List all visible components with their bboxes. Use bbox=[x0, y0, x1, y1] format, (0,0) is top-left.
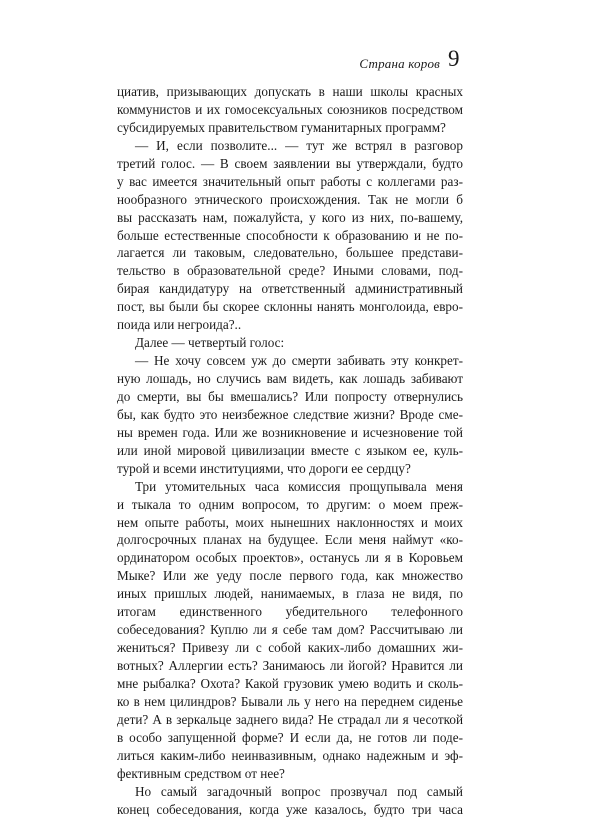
text-line: до смерти, вы бы вмешались? Или попросту отвернулись bbox=[117, 388, 463, 406]
body-text bbox=[117, 83, 463, 818]
text-line: поида или негроида?.. bbox=[117, 316, 463, 334]
text-line: — Не хочу совсем уж до смерти забивать эту конкрет- bbox=[117, 352, 463, 370]
text-line: ординатором особых проектов», останусь ли я в Коровьем bbox=[117, 549, 463, 567]
text-line: вотных? Аллергии есть? Занимаюсь ли йогой? Нравится ли bbox=[117, 657, 463, 675]
page-number: 9 bbox=[448, 46, 460, 72]
text-line: бирая кандидатуру на ответственный административный bbox=[117, 280, 463, 298]
text-line: конец собеседования, когда уже казалось, будто три часа bbox=[117, 801, 463, 818]
text-line: ны времен года. Или же возникновение и исчезновение той bbox=[117, 424, 463, 442]
text-line: третий голос. — В своем заявлении вы утверждали, будто bbox=[117, 155, 463, 173]
text-line: пост, вы были бы скорее склонны нанять монголоида, евро- bbox=[117, 298, 463, 316]
text-line: лагается ли таковым, следовательно, большее представи- bbox=[117, 244, 463, 262]
text-line: литься каким-либо неинвазивным, однако надежным и эф- bbox=[117, 747, 463, 765]
text-line: нем опыте работы, моих нынешних наклонностях и моих bbox=[117, 514, 463, 532]
text-line: и тыкала то одним вопросом, то другим: о моем преж- bbox=[117, 496, 463, 514]
text-line: Три утомительных часа комиссия прощупывала меня bbox=[117, 478, 463, 496]
text-line: коммунистов и их гомосексуальных союзников посредством bbox=[117, 101, 463, 119]
text-line: Но самый загадочный вопрос прозвучал под самый bbox=[117, 783, 463, 801]
page-header bbox=[0, 46, 600, 76]
text-line: бы, как будто это неизбежное следствие жизни? Вроде сме- bbox=[117, 406, 463, 424]
running-title: Страна коров bbox=[359, 56, 440, 72]
text-line: больше естественные способности к образованию и не по- bbox=[117, 227, 463, 245]
text-line: — И, если позволите... — тут же встрял в разговор bbox=[117, 137, 463, 155]
text-line: жениться? Привезу ли с собой каких-либо домашних жи- bbox=[117, 639, 463, 657]
text-line: собеседования? Куплю ли я себе там дом? Рассчитываю ли bbox=[117, 621, 463, 639]
text-line: нообразного этнического происхождения. Так не могли б bbox=[117, 191, 463, 209]
text-line: дети? А в зеркальце заднего вида? Не страдал ли я чесоткой bbox=[117, 711, 463, 729]
text-line: ко в нем цилиндров? Бывали ль у него на переднем сиденье bbox=[117, 693, 463, 711]
text-line: итогам единственного убедительного телефонного bbox=[117, 603, 463, 621]
text-line: в особо запущенной форме? И если да, не готов ли поде- bbox=[117, 729, 463, 747]
text-line: тельство в образовательной среде? Иными словами, под- bbox=[117, 262, 463, 280]
text-line: циатив, призывающих допускать в наши школы красных bbox=[117, 83, 463, 101]
text-line: фективным средством от нее? bbox=[117, 765, 463, 783]
text-line: вы рассказать нам, пожалуйста, у кого из них, по-вашему, bbox=[117, 209, 463, 227]
text-line: мне рыбалка? Охота? Какой грузовик умею водить и сколь- bbox=[117, 675, 463, 693]
text-line: долгосрочных планах на будущее. Если меня наймут «ко- bbox=[117, 531, 463, 549]
text-line: Далее — четвертый голос: bbox=[117, 334, 463, 352]
text-line: субсидируемых правительством гуманитарных программ? bbox=[117, 119, 463, 137]
text-line: или иной мировой цивилизации вместе с языком ее, куль- bbox=[117, 442, 463, 460]
text-line: у вас имеется значительный опыт работы с коллегами раз- bbox=[117, 173, 463, 191]
text-line: ную лошадь, но случись вам видеть, как лошадь забивают bbox=[117, 370, 463, 388]
text-line: турой и всеми институциями, что дороги ее сердцу? bbox=[117, 460, 463, 478]
text-line: иных пришлых людей, нанимаемых, в глаза не видя, по bbox=[117, 585, 463, 603]
text-line: Мыке? Или же уеду после первого года, как множество bbox=[117, 567, 463, 585]
